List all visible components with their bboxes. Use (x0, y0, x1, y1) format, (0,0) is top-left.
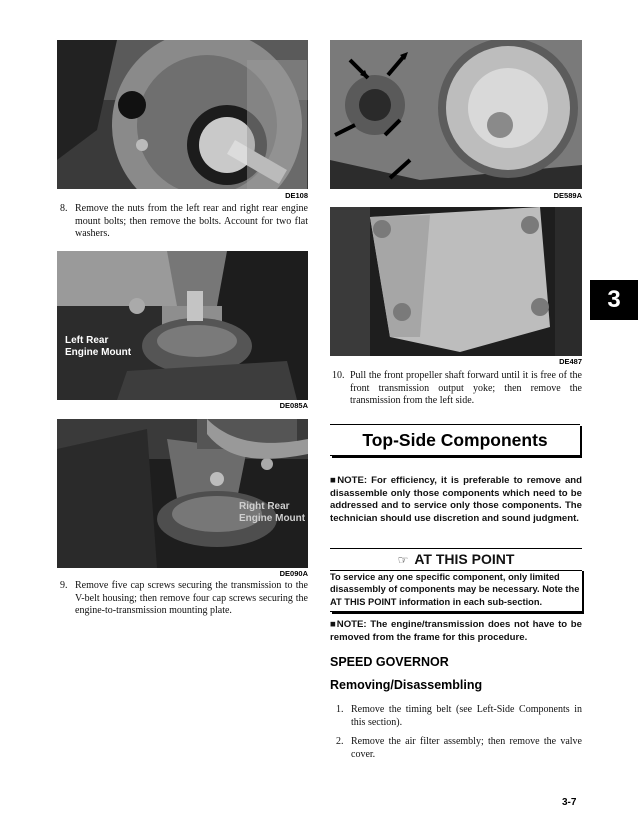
figure-caption-de085a: DE085A (279, 401, 308, 410)
step-8 (60, 203, 308, 241)
overlay-line: Left Rear (65, 335, 109, 346)
step-number: 8. (60, 203, 68, 214)
subsection-title: SPEED GOVERNOR (330, 655, 449, 669)
procedure-step-2 (336, 736, 582, 761)
overlay-line: Engine Mount (239, 513, 306, 524)
figure-caption-de589a: DE589A (553, 191, 582, 200)
step-text: Remove the timing belt (see Left-Side Components in this section). (351, 704, 582, 728)
chapter-tab: 3 (590, 280, 638, 320)
figure-caption-de090a: DE090A (279, 569, 308, 578)
sub-subsection-title: Removing/Disassembling (330, 678, 483, 692)
step-text: Remove the nuts from the left rear and right rear engine mount bolts; then remove the bolts. Account for two flat washers. (75, 203, 308, 239)
step-number: 2. (336, 736, 344, 747)
step-number: 1. (336, 704, 344, 715)
at-this-point-body: To service any one specific component, only limited disassembly of components may be necessary. Note the AT THIS POINT information in each sub-section. (330, 569, 582, 612)
at-this-point-title: AT THIS POINT (414, 551, 515, 567)
section-title: Top-Side Components (330, 424, 580, 456)
step-10 (332, 370, 582, 408)
overlay-label (239, 501, 305, 525)
step-text: Remove five cap screws securing the transmission to the V-belt housing; then remove four cap screws securing the engine-to-transmission mounting plate. (75, 580, 308, 616)
overlay-line: Right Rear (239, 501, 290, 512)
photo-right-rear-engine-mount (57, 419, 308, 568)
photo-vbelt-housing (330, 40, 582, 189)
page-number: 3-7 (562, 797, 577, 808)
photo-output-shaft (57, 40, 308, 189)
figure-caption-de487: DE487 (559, 357, 582, 366)
overlay-line: Engine Mount (65, 347, 132, 358)
step-number: 9. (60, 580, 68, 591)
photo-mounting-plate (330, 207, 582, 356)
overlay-label (65, 335, 131, 359)
step-number: 10. (332, 370, 345, 381)
step-9 (60, 580, 308, 618)
photo-left-rear-engine-mount (57, 251, 308, 400)
procedure-step-1 (336, 704, 582, 729)
step-text: Pull the front propeller shaft forward until it is free of the front transmission output yoke; then remove the transmission from the left side. (350, 370, 582, 406)
step-text: Remove the air filter assembly; then remove the valve cover. (351, 736, 582, 760)
at-this-point-header (330, 548, 582, 571)
note-engine-removal: ■NOTE: The engine/transmission does not have to be removed from the frame for this procedure. (330, 619, 582, 643)
pointing-hand-icon: ☞ (397, 553, 409, 567)
note-efficiency: ■NOTE: For efficiency, it is preferable to remove and disassemble only those components which need to be addressed and to service only those components. The technician should use discretion and sound judgment. (330, 475, 582, 524)
figure-caption-de108: DE108 (285, 191, 308, 200)
